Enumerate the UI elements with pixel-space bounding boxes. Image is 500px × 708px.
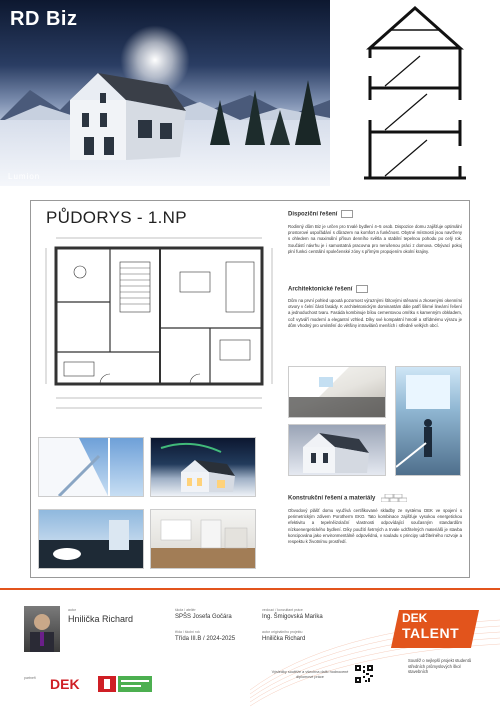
partner-logo-school [98,676,152,692]
exterior-night-render [150,437,256,497]
dek-talent-description: Soutěž o nejlepší projekt studentů středních průmyslových škol stavebních [408,658,472,675]
author-name: Hnilička Richard [68,614,134,624]
section-heading-dispozicni: Dispoziční řešení [288,210,353,218]
section-heading-architektonicke: Architektonické řešení [288,285,368,293]
ip-label: autor originálního projektu [262,630,303,634]
partners-label: partneři [24,676,36,680]
render-watermark: Lumion [8,172,41,181]
interior-render-staircase [38,437,144,497]
school-name: SPŠS Josefa Gočára [175,614,232,620]
dek-logo: DEK [50,676,80,692]
interior-render-stair-tall [395,366,461,476]
results-text: Výsledky soutěže a všechna další hodnocené diplomové práce [271,670,349,679]
floor-plan-drawing [40,232,278,432]
school-label: škola / ateliér [175,608,196,612]
section-text-dispozicni: Rodinný dům Biz je určen pro trvalé bydlení 4–5 osob. Dispozice domu zajišťuje optimální prostorové uspořádání s důrazem na komfort a funkčnost. Obytné místnosti jsou navrženy s ohledem na maximální přísun denního světla a stabilní tepelnou pohodu po celý rok. Součástí návrhu je i samostatná pracovna pro nerušenou práci z domova. Obývací pokoj plní funkci centrální společenské zóny s přímým propojením okolní krajiny. [288,224,462,254]
qr-code[interactable] [354,664,374,684]
interior-render-kitchen [150,509,256,569]
dek-talent-logo-text-2: TALENT [402,625,460,641]
exterior-render [0,0,330,186]
author-label: autor [68,608,76,612]
teacher-label: vedoucí / konzultant práce [262,608,303,612]
section-text-architektonicke: Dům na první pohled upoutá pozornost výraznými štítovými stěnami a zkosenými okenními otvory v čelní části fasády. K architektonickým dominantám dále patří šikmé lineární řešení a jednoduchost tvaru. Fasáda kombinuje bílou cementovou omítku s kamenným obkladem, což vytváří moderní a elegantní vzhled. Díky své kompaktní hmotě a střídmému výrazu je dům vhodný pro umístění do většiny intravilánů menších i středně velkých obcí. [288,298,462,328]
exterior-render-2 [288,424,386,476]
section-text-konstrukcni: Obvodový plášť domu využívá certifikované skladby ze systému DEK ve spojení s perimetrickým zdivem Porotherm EKO. Tato kombinace zajišťuje vysokou energetickou efektivitu a tepelněizolační vlastnosti odpovídající současným standardům nízkoenergetického bydlení. Díky použití šetrných a trvale udržitelných materiálů je stavba koncipována jako environmentálně odpovědná, v souladu s principy udržitelného rozvoje a respektu k životnímu prostředí. [288,508,462,545]
plan-title: PŮDORYS - 1.NP [46,208,187,227]
interior-render-bathroom [38,509,144,569]
dek-talent-logo-text-1: DEK [402,611,428,625]
teacher-name: Ing. Šmigovská Marika [262,614,323,620]
footer-divider [0,588,500,590]
ip-name: Hnilička Richard [262,636,306,642]
project-name: RD Biz [10,8,78,30]
section-heading-konstrukcni: Konstrukční řešení a materiály [288,494,407,502]
class-label: třída / školní rok [175,630,200,634]
class-name: Třída III.B / 2024-2025 [175,636,236,642]
building-section-drawing [330,0,500,186]
author-photo [24,606,60,652]
interior-render-attic [288,366,386,418]
